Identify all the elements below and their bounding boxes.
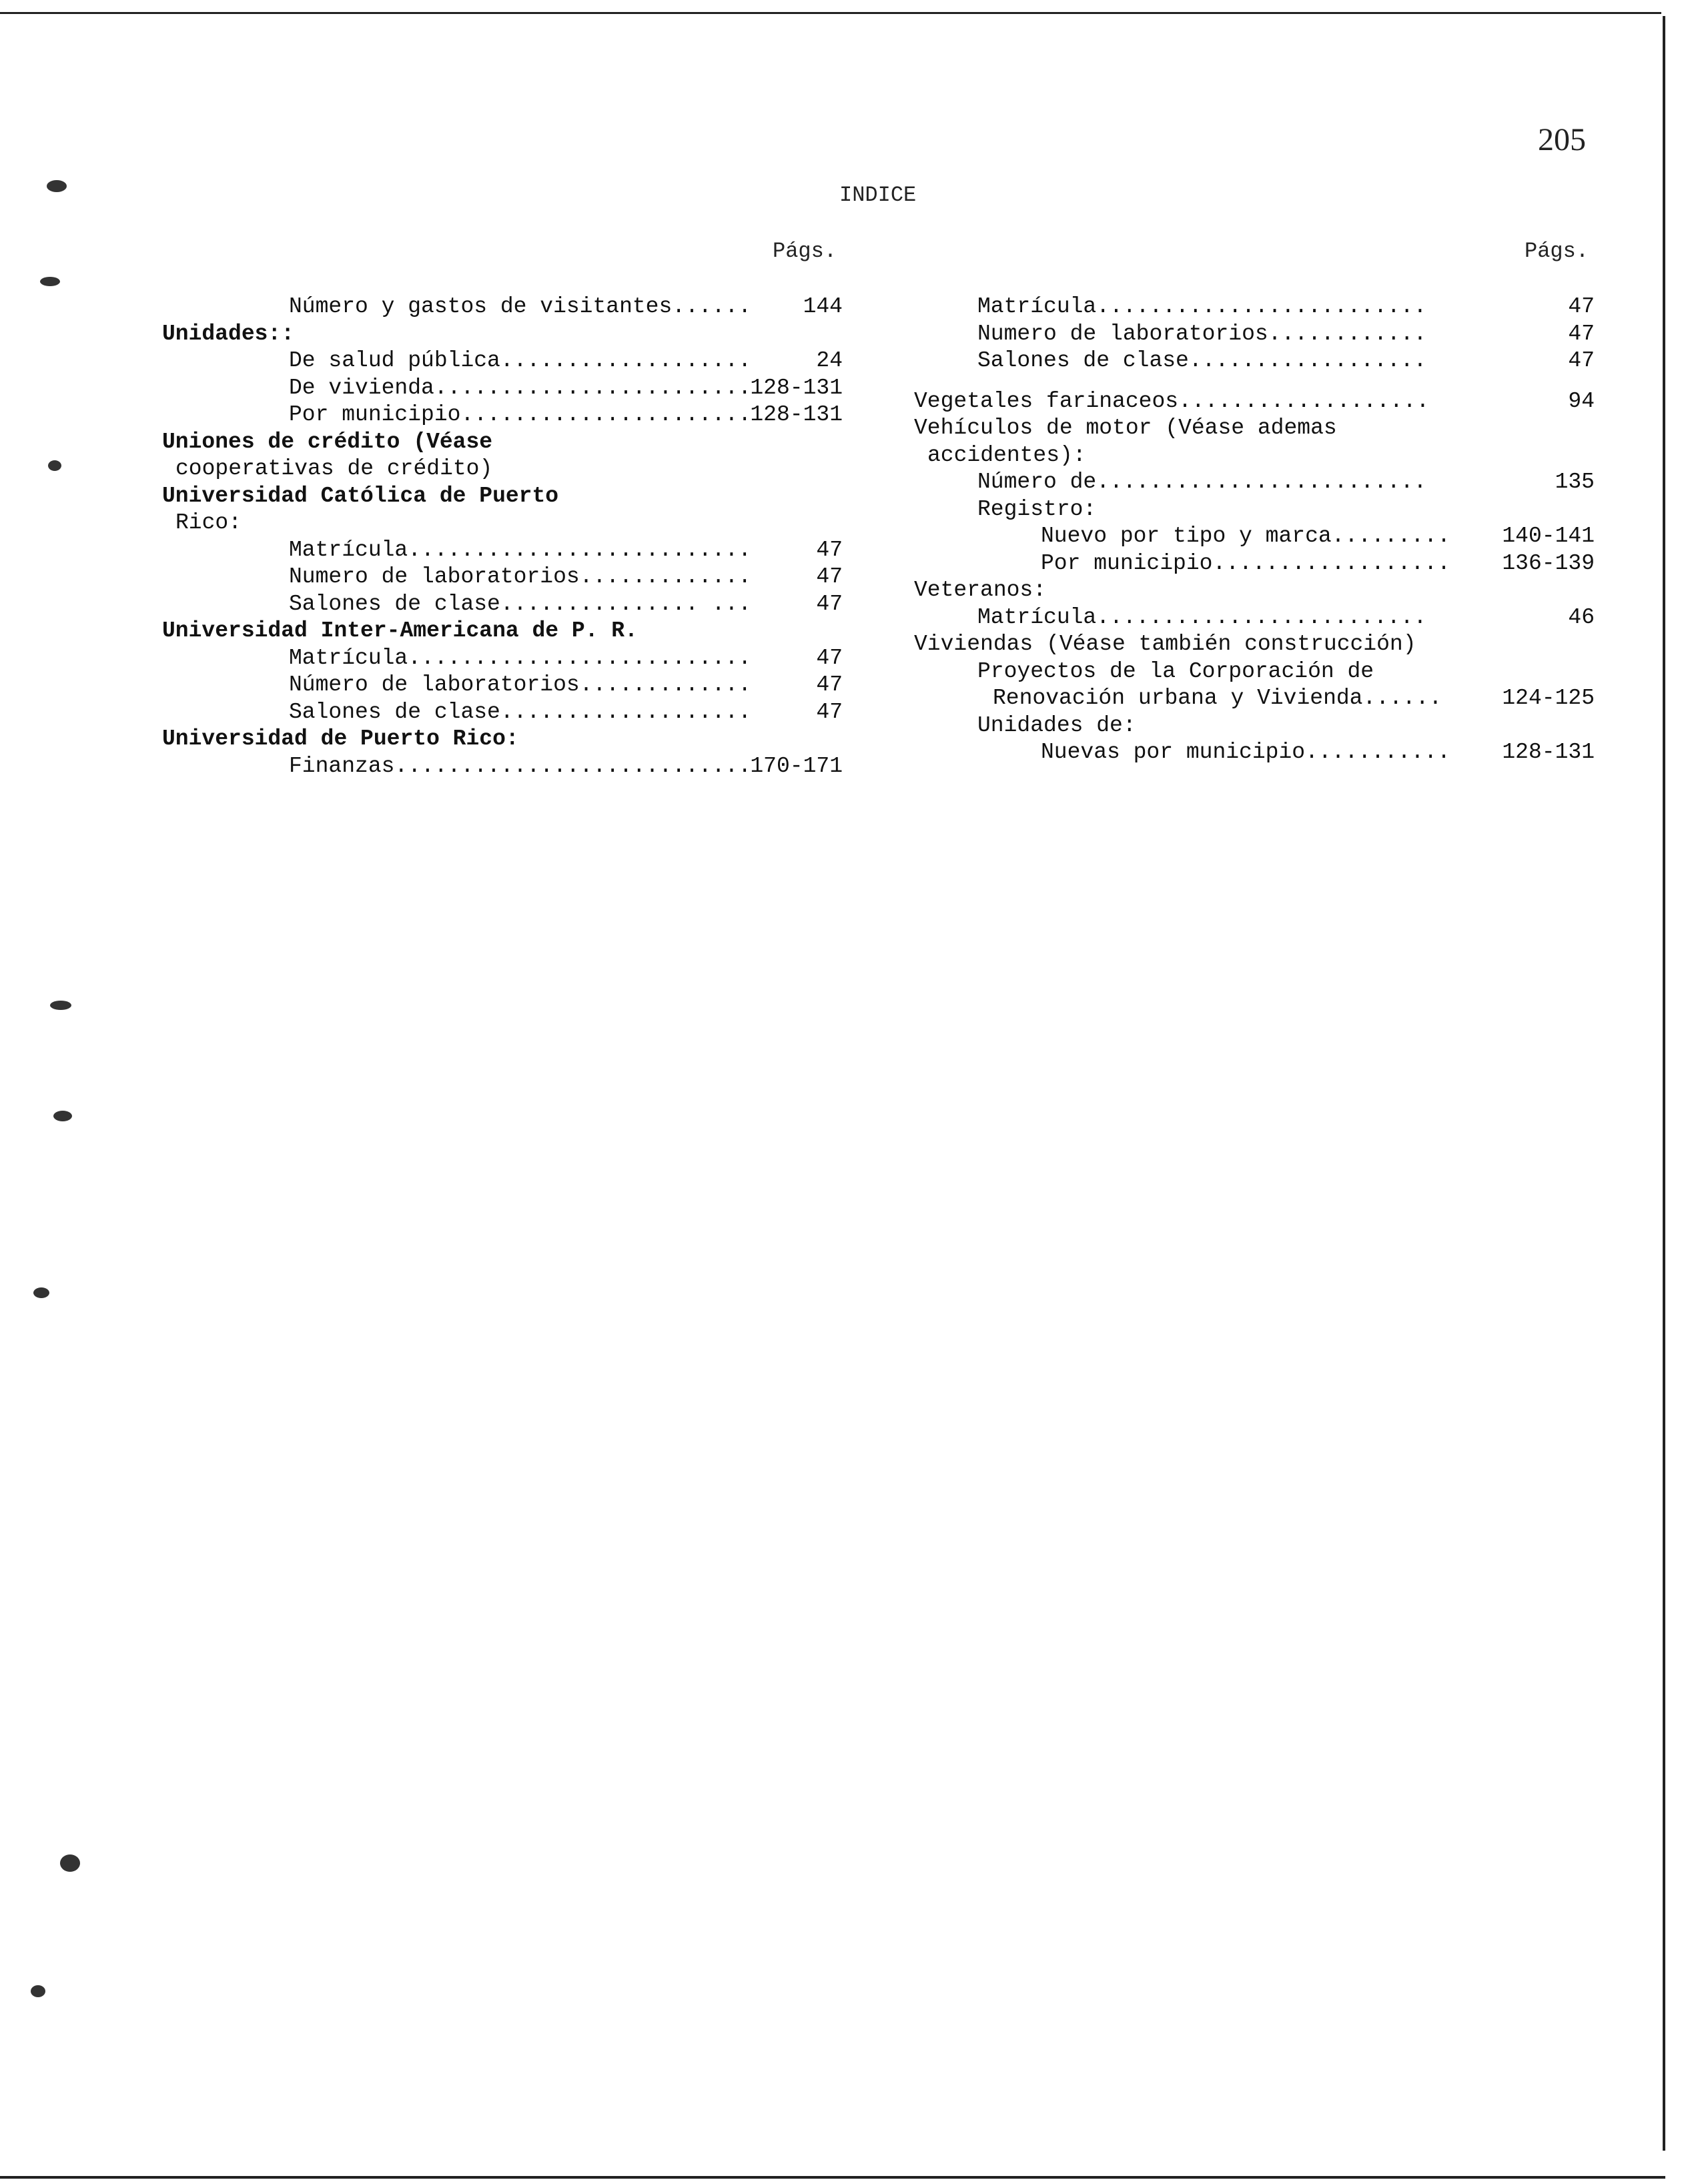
index-entry-label: Numero de laboratorios............ [977, 321, 1427, 346]
index-entry-label: Matrícula.......................... [289, 537, 752, 562]
binding-mark [31, 1985, 45, 1997]
index-entry [162, 672, 843, 699]
index-entry-label: Rico: [175, 510, 242, 535]
index-entry-label: Proyectos de la Corporación de [977, 658, 1374, 684]
index-entry-label: Vegetales farinaceos................... [914, 388, 1430, 414]
index-entry-page: 47 [816, 564, 843, 589]
index-entry-label: Matrícula.......................... [289, 645, 752, 670]
index-entry-page: 135 [1555, 470, 1595, 494]
index-entry [162, 375, 843, 402]
index-entry-label: Universidad Católica de Puerto [162, 483, 559, 508]
index-entry [162, 429, 843, 456]
index-entry-page: 170-171 [750, 753, 843, 778]
right-pages-header: Págs. [1525, 239, 1589, 263]
page-border-top [0, 12, 1661, 14]
index-entry [914, 415, 1595, 442]
index-entry [162, 483, 843, 510]
index-entry-label: accidentes): [927, 442, 1086, 468]
page-border-right [1663, 16, 1665, 2151]
index-entry-label: Matrícula......................... [977, 604, 1427, 630]
index-entry-label: Salones de clase.................. [977, 348, 1427, 373]
index-entry-label: Matrícula......................... [977, 294, 1427, 319]
index-entry [914, 496, 1595, 524]
binding-mark [40, 277, 60, 286]
binding-mark [48, 460, 61, 471]
index-entry-page: 124-125 [1502, 686, 1595, 710]
index-entry [914, 739, 1595, 766]
index-entry-label: Registro: [977, 496, 1097, 522]
index-entry-page: 46 [1568, 604, 1595, 630]
index-entry-label: Salones de clase................... [289, 699, 752, 724]
index-entry-page: 47 [816, 699, 843, 724]
index-entry [914, 469, 1595, 496]
index-entry-label: De salud pública................... [289, 348, 752, 373]
index-entry-label: Por municipio.................. [1041, 550, 1450, 576]
index-entry-page: 47 [816, 672, 843, 697]
index-entry [162, 510, 843, 537]
index-entry-label: Número de......................... [977, 470, 1427, 494]
index-entry [914, 294, 1595, 321]
binding-mark [33, 1287, 49, 1298]
index-entry-label: Finanzas........................... [289, 753, 752, 778]
index-entry-page: 47 [816, 591, 843, 616]
index-entry-page: 128-131 [750, 375, 843, 400]
page-number: 205 [1538, 122, 1586, 157]
index-entry [914, 523, 1595, 550]
index-entry-page: 136-139 [1502, 550, 1595, 576]
index-entry [162, 348, 843, 375]
index-entry [914, 321, 1595, 348]
index-entry-label: Nuevo por tipo y marca......... [1041, 524, 1450, 548]
index-entry-page: 47 [816, 645, 843, 670]
index-title: INDICE [839, 183, 917, 207]
index-entry-label: Salones de clase............... ... [289, 591, 752, 616]
index-entry-page: 140-141 [1502, 524, 1595, 548]
index-entry [914, 631, 1595, 658]
index-entry-page: 47 [1568, 321, 1595, 346]
index-entry [914, 577, 1595, 604]
index-entry-label: Por municipio...................... [289, 402, 752, 427]
index-entry-label: Universidad de Puerto Rico: [162, 726, 519, 751]
index-entry-page: 24 [816, 348, 843, 373]
index-entry-label: Renovación urbana y Vivienda...... [993, 686, 1442, 710]
index-entry [162, 294, 843, 321]
index-entry-page: 94 [1568, 388, 1595, 414]
binding-mark [53, 1111, 72, 1121]
index-entry-label: Uniones de crédito (Véase [162, 429, 493, 454]
index-entry [914, 604, 1595, 632]
index-entry-label: Numero de laboratorios............. [289, 564, 752, 589]
index-entry [914, 348, 1595, 375]
index-entry-label: Viviendas (Véase también construcción) [914, 632, 1416, 656]
index-entry-label: De vivienda........................ [289, 375, 752, 400]
index-entry-label: Unidades de: [977, 712, 1136, 738]
index-entry [162, 645, 843, 672]
index-entry [914, 442, 1595, 470]
left-pages-header: Págs. [773, 239, 837, 263]
index-entry-label: cooperativas de crédito) [175, 456, 493, 481]
index-entry [162, 591, 843, 618]
index-entry [914, 658, 1595, 686]
page-border-bottom [0, 2176, 1665, 2179]
left-index-column [162, 294, 843, 780]
binding-mark [50, 1001, 71, 1010]
index-entry [162, 564, 843, 591]
index-entry [162, 753, 843, 780]
index-entry [914, 685, 1595, 712]
index-entry-page: 128-131 [1502, 740, 1595, 764]
index-entry [162, 321, 843, 348]
index-entry-label: Veteranos: [914, 578, 1047, 602]
binding-mark [47, 180, 67, 192]
index-entry-label: Número de laboratorios............. [289, 672, 752, 697]
index-entry [914, 712, 1595, 740]
index-entry-label: Unidades:: [162, 321, 295, 346]
index-entry [162, 537, 843, 564]
index-entry [162, 402, 843, 429]
right-index-column [914, 294, 1595, 766]
index-entry-label: Número y gastos de visitantes...... [289, 294, 752, 319]
index-entry-page: 144 [803, 294, 843, 319]
index-entry [162, 456, 843, 483]
index-entry-page: 128-131 [750, 402, 843, 427]
index-entry [914, 550, 1595, 578]
index-entry [914, 388, 1595, 416]
index-entry-label: Vehículos de motor (Véase ademas [914, 416, 1337, 440]
index-entry [162, 726, 843, 753]
index-entry [162, 699, 843, 726]
index-entry-label: Nuevas por municipio........... [1041, 740, 1450, 764]
index-entry-page: 47 [1568, 294, 1595, 319]
index-entry-label: Universidad Inter-Americana de P. R. [162, 618, 638, 643]
index-entry-page: 47 [816, 537, 843, 562]
binding-mark [60, 1854, 80, 1872]
index-entry [162, 618, 843, 645]
index-entry-page: 47 [1568, 348, 1595, 373]
